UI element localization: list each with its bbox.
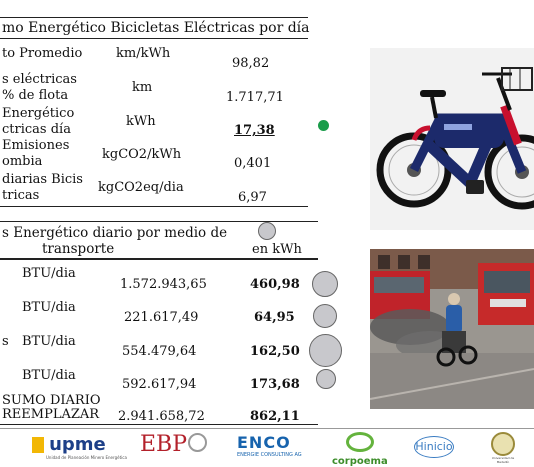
table1-row-label: Energético — [2, 106, 75, 121]
enco-logo-text: ENCO — [237, 433, 291, 452]
table2-row-btu: 554.479,64 — [122, 344, 197, 359]
table2-row-unit: BTU/dia — [22, 368, 76, 383]
bubble-marker — [309, 334, 342, 367]
table1-bottom-rule — [0, 206, 308, 207]
corpoema-logo-text: corpoema — [332, 456, 388, 467]
electric-bike-photo — [370, 48, 534, 230]
table2-row-kwh: 173,68 — [250, 377, 300, 392]
table1-row-unit: km/kWh — [116, 46, 171, 61]
table1-row-label-2: ombia — [2, 154, 43, 169]
table2-header-rule — [0, 258, 318, 260]
table2-total-label: SUMO DIARIO — [2, 393, 101, 408]
table1-title: mo Energético Bicicletas Eléctricas por día — [2, 20, 310, 36]
table2-row-kwh: 460,98 — [250, 277, 300, 292]
table1-row-value: 0,401 — [234, 156, 272, 171]
hinicio-logo-text: Hinicio — [414, 436, 454, 458]
table2-row-label: s — [2, 334, 9, 349]
table2-row-btu: 592.617,94 — [122, 377, 197, 392]
table1-row-unit: kWh — [126, 114, 156, 129]
table2-row-unit: BTU/dia — [22, 334, 76, 349]
table2-total-label-2: REEMPLAZAR — [2, 407, 100, 422]
table1-row-label: to Promedio — [2, 46, 83, 61]
table2-title-2: transporte — [42, 241, 115, 257]
table1-row-value: 98,82 — [232, 56, 270, 71]
table1-row-label-2: % de flota — [2, 88, 69, 103]
street-bus-photo — [370, 249, 534, 409]
table2-total-kwh: 862,11 — [250, 409, 300, 424]
upme-logo-subtext: Unidad de Planeación Minero Energética — [46, 455, 127, 460]
hinicio-logo — [414, 436, 454, 458]
ebp-logo — [140, 432, 207, 457]
table1-row-unit: kgCO2eq/dia — [98, 180, 184, 195]
table1-row-unit: kgCO2/kWh — [102, 147, 182, 162]
table2-row-unit: BTU/dia — [22, 266, 76, 281]
table1-row-value: 1.717,71 — [226, 90, 284, 105]
table1-row-label: Emisiones — [2, 138, 70, 153]
table2-row-kwh: 162,50 — [250, 344, 300, 359]
table1-row-label-2: tricas — [2, 188, 40, 203]
table2-row-kwh: 64,95 — [254, 310, 295, 325]
table2-row-unit: BTU/dia — [22, 300, 76, 315]
university-seal-text: Universidad de Medellín — [491, 456, 515, 464]
header-bubble — [258, 222, 276, 240]
enco-logo-subtext: ENERGIE CONSULTING AG — [237, 452, 302, 458]
table2-row-btu: 1.572.943,65 — [120, 277, 207, 292]
table1-header-rule — [0, 38, 308, 39]
table1-row-label: s eléctricas — [2, 72, 77, 87]
table1-row-value: 6,97 — [238, 190, 267, 205]
table1-row-value-highlight: 17,38 — [234, 123, 275, 138]
table2-total-btu: 2.941.658,72 — [118, 409, 205, 424]
table1-row-label-2: ctricas día — [2, 122, 71, 137]
table2-col-header: en kWh — [252, 242, 302, 257]
enco-logo — [237, 433, 302, 458]
table1-row-unit: km — [132, 80, 153, 95]
bubble-marker — [316, 369, 336, 389]
upme-logo — [32, 434, 127, 460]
bubble-marker — [312, 271, 338, 297]
bubble-marker — [313, 304, 337, 328]
table2-row-btu: 221.617,49 — [124, 310, 199, 325]
table1-row-label: diarias Bicis — [2, 172, 83, 187]
table2-title: s Energético diario por medio de — [2, 225, 228, 241]
table1-top-rule — [0, 17, 308, 18]
green-dot-marker — [318, 120, 329, 131]
university-seal-logo — [488, 432, 518, 464]
logo-bar-rule — [0, 428, 534, 429]
upme-logo-text: upme — [49, 434, 106, 455]
ebp-logo-text: EBP — [140, 432, 188, 457]
table2-bottom-rule — [0, 424, 318, 425]
